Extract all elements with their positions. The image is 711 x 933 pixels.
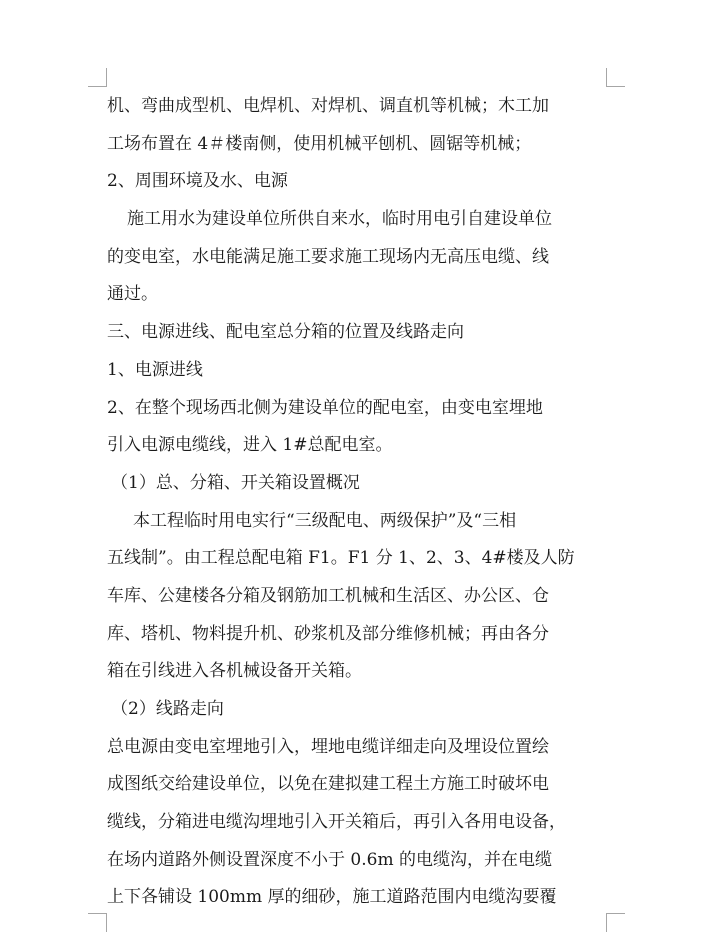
section-heading: 三、电源进线、配电室总分箱的位置及线路走向 [107,322,464,343]
section-heading: 2、周围环境及水、电源 [107,171,288,192]
text-line: 总电源由变电室埋地引入，埋地电缆详细走向及埋设位置绘 [107,736,549,757]
document-body [107,88,607,917]
text-line: 施工用水为建设单位所供自来水，临时用电引自建设单位 [127,209,552,230]
margin-corner-mark [88,68,107,87]
margin-corner-mark [606,68,625,87]
text-line: 2、在整个现场西北侧为建设单位的配电室，由变电室埋地 [107,397,543,418]
text-line: 引入电源电缆线，进入 1#总配电室。 [107,435,393,456]
text-line: 在场内道路外侧设置深度不小于 0.6m 的电缆沟，并在电缆 [107,849,552,870]
section-heading: （2）线路走向 [111,699,224,719]
text-line: 车库、公建楼各分箱及钢筋加工机械和生活区、办公区、仓 [107,585,549,606]
text-line: 本工程临时用电实行“三级配电、两级保护”及“三相 [133,510,517,531]
text-line: 成图纸交给建设单位，以免在建拟建工程土方施工时破坏电 [107,774,549,795]
text-line: 箱在引线进入各机械设备开关箱。 [107,661,362,682]
margin-corner-mark [606,913,625,932]
section-heading: 1、电源进线 [107,359,203,380]
text-line: 库、塔机、物料提升机、砂浆机及部分维修机械；再由各分 [107,623,549,644]
margin-corner-mark [88,913,107,932]
text-line: 通过。 [107,284,158,305]
text-line: 五线制”。由工程总配电箱 F1。F1 分 1、2、3、4#楼及人防 [107,548,575,569]
text-line: 的变电室，水电能满足施工要求施工现场内无高压电缆、线 [107,246,549,267]
text-line: 机、弯曲成型机、电焊机、对焊机、调直机等机械；木工加 [107,96,549,116]
text-line: 工场布置在 4＃楼南侧，使用机械平刨机、圆锯等机械； [107,133,532,154]
text-line: 上下各铺设 100mm 厚的细砂，施工道路范围内电缆沟要覆 [107,887,557,908]
text-line: 缆线，分箱进电缆沟埋地引入开关箱后，再引入各用电设备， [107,812,566,833]
section-heading: （1）总、分箱、开关箱设置概况 [111,472,360,493]
